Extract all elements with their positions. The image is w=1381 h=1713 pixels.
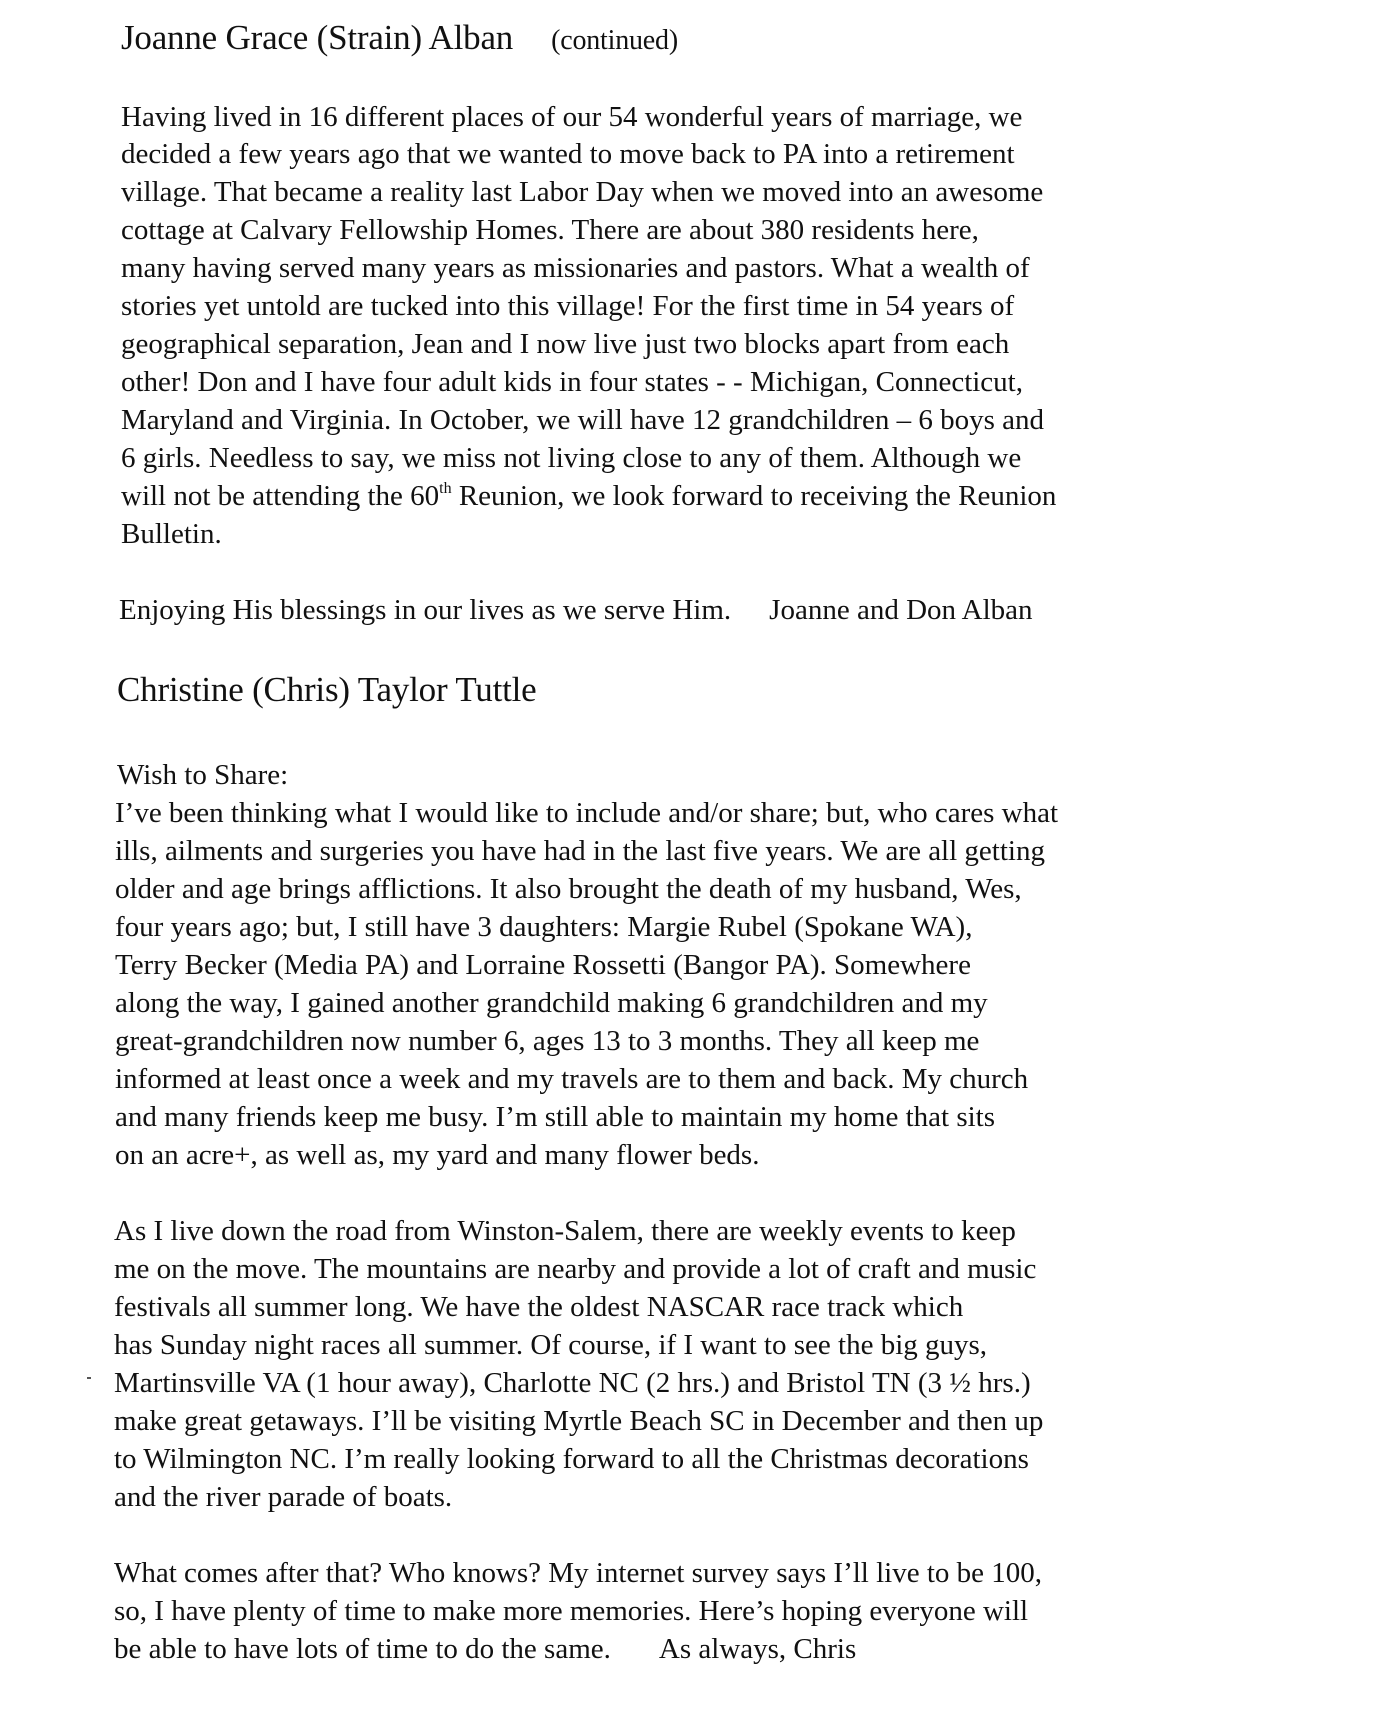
signature-alban: Joanne and Don Alban: [769, 594, 1033, 626]
heading-name: Joanne Grace (Strain) Alban: [121, 18, 514, 57]
body-line: village. That became a reality last Labor Day when we moved into an awesome: [121, 176, 1044, 208]
body-line: What comes after that? Who knows? My internet survey says I’ll live to be 100,: [114, 1557, 1043, 1589]
body-line: Terry Becker (Media PA) and Lorraine Rossetti (Bangor PA). Somewhere: [115, 949, 971, 981]
section-heading-alban: [121, 18, 678, 61]
body-line: great-grandchildren now number 6, ages 13 to 3 months. They all keep me: [115, 1025, 980, 1057]
body-line-reunion: [121, 479, 1056, 513]
body-line: cottage at Calvary Fellowship Homes. There are about 380 residents here,: [121, 214, 979, 246]
reunion-text-a: will not be attending the 60: [121, 480, 440, 512]
body-line: As I live down the road from Winston-Salem, there are weekly events to keep: [114, 1215, 1016, 1247]
body-line: so, I have plenty of time to make more memories. Here’s hoping everyone will: [114, 1595, 1029, 1627]
body-line: festivals all summer long. We have the oldest NASCAR race track which: [114, 1291, 964, 1323]
body-line: older and age brings afflictions. It also brought the death of my husband, Wes,: [115, 873, 1022, 905]
closing-text: be able to have lots of time to do the same.: [114, 1633, 611, 1665]
body-line: ills, ailments and surgeries you have had in the last five years. We are all getting: [115, 835, 1045, 867]
body-line: make great getaways. I’ll be visiting Myrtle Beach SC in December and then up: [114, 1405, 1044, 1437]
body-line: I’ve been thinking what I would like to include and/or share; but, who cares what: [115, 797, 1059, 829]
body-line: Having lived in 16 different places of our 54 wonderful years of marriage, we: [121, 101, 1023, 133]
section-heading-tuttle: Christine (Chris) Taylor Tuttle: [117, 670, 537, 709]
body-line: stories yet untold are tucked into this village! For the first time in 54 years of: [121, 290, 1015, 322]
body-line: Martinsville VA (1 hour away), Charlotte NC (2 hrs.) and Bristol TN (3 ½ hrs.): [114, 1367, 1031, 1399]
heading-continued-note: (continued): [551, 25, 678, 56]
ordinal-suffix: th: [439, 480, 452, 497]
body-line: other! Don and I have four adult kids in four states - - Michigan, Connecticut,: [121, 366, 1023, 398]
closing-text: Enjoying His blessings in our lives as we serve Him.: [119, 594, 732, 626]
body-line: and the river parade of boats.: [114, 1481, 453, 1513]
body-line: to Wilmington NC. I’m really looking forward to all the Christmas decorations: [114, 1443, 1029, 1475]
body-line: on an acre+, as well as, my yard and many flower beds.: [115, 1139, 760, 1171]
scan-speck: [87, 1377, 91, 1379]
body-line: decided a few years ago that we wanted to move back to PA into a retirement: [121, 138, 1015, 170]
body-line: has Sunday night races all summer. Of course, if I want to see the big guys,: [114, 1329, 988, 1361]
reunion-text-b: Reunion, we look forward to receiving the Reunion: [451, 480, 1057, 512]
body-line: Bulletin.: [121, 518, 222, 550]
closing-line: [119, 593, 1033, 627]
signoff-chris: As always, Chris: [658, 1633, 857, 1665]
closing-line-tuttle: [114, 1632, 856, 1666]
body-line: geographical separation, Jean and I now live just two blocks apart from each: [121, 328, 1010, 360]
body-line: Maryland and Virginia. In October, we will have 12 grandchildren – 6 boys and: [121, 404, 1044, 436]
body-line: informed at least once a week and my travels are to them and back. My church: [115, 1063, 1029, 1095]
body-line: and many friends keep me busy. I’m still able to maintain my home that sits: [115, 1101, 996, 1133]
body-line: four years ago; but, I still have 3 daughters: Margie Rubel (Spokane WA),: [115, 911, 973, 943]
body-line: me on the move. The mountains are nearby and provide a lot of craft and music: [114, 1253, 1037, 1285]
body-line: 6 girls. Needless to say, we miss not living close to any of them. Although we: [121, 442, 1022, 474]
intro-line: Wish to Share:: [117, 759, 289, 791]
body-line: along the way, I gained another grandchild making 6 grandchildren and my: [115, 987, 988, 1019]
body-line: many having served many years as missionaries and pastors. What a wealth of: [121, 252, 1030, 284]
